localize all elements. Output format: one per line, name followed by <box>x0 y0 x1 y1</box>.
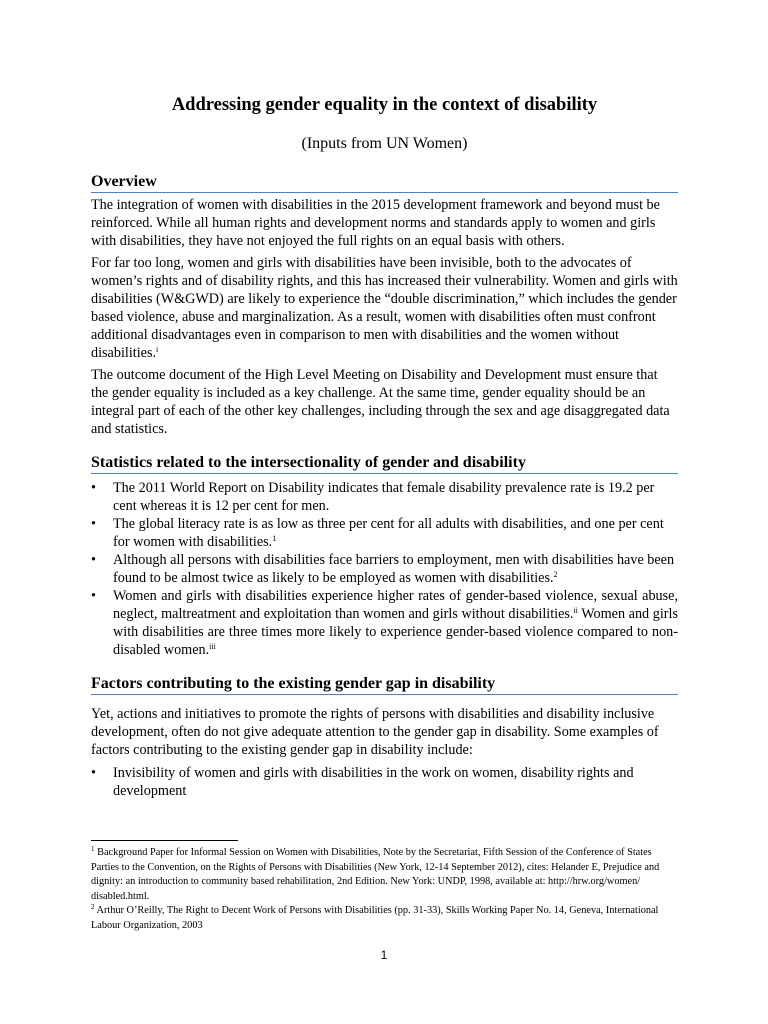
bullet-icon: • <box>91 516 96 532</box>
section-heading-overview: Overview <box>91 172 678 193</box>
footnote-separator <box>91 840 238 841</box>
endnote-marker-i: i <box>156 345 159 354</box>
document-title: Addressing gender equality in the context of disability <box>171 95 598 115</box>
overview-paragraph-2-text: For far too long, women and girls with disabilities have been invisible, both to the advocates of women’s rights and of disability rights, and this has increased their vulnerability. Women and girls with disabilities (W&GWD) are likely to experience the “double discrimination,” which includes the gender based violence, abuse and marginalization. As a result, women with disabilities often must confront additional disadvantages even in comparison to men with disabilities and the women without disabilities. <box>91 255 678 361</box>
footnote-2 <box>91 904 678 933</box>
footnote-mark: 1 <box>91 845 95 853</box>
section-heading-factors: Factors contributing to the existing gender gap in disability <box>91 674 678 695</box>
list-item <box>91 479 678 515</box>
list-item <box>91 764 678 800</box>
list-item <box>91 587 678 659</box>
footnote-1 <box>91 846 678 904</box>
overview-paragraph-2 <box>91 254 678 362</box>
footnote-mark: 2 <box>91 903 95 911</box>
factors-list <box>91 764 678 800</box>
overview-paragraph-3: The outcome document of the High Level Meeting on Disability and Development must ensure that the gender equality is included as a key challenge. At the same time, gender equality should be an integral part of each of the other key challenges, including through the sex and age disaggregated data and statistics. <box>91 367 670 437</box>
section-heading-statistics: Statistics related to the intersectionality of gender and disability <box>91 453 678 474</box>
statistics-list <box>91 479 678 659</box>
footnote-marker-1: 1 <box>272 534 277 543</box>
document-subtitle: (Inputs from UN Women) <box>301 135 468 152</box>
bullet-icon: • <box>91 765 96 781</box>
list-item-text: Although all persons with disabilities face barriers to employment, men with disabilities have been found to be almost twice as likely to be employed as women with disabilities. <box>113 552 675 586</box>
page-number: 1 <box>380 948 388 962</box>
list-item <box>91 551 678 587</box>
list-item-text: The 2011 World Report on Disability indicates that female disability prevalence rate is 19.2 per cent whereas it is 12 per cent for men. <box>113 480 655 514</box>
list-item-text: Women and girls with disabilities are three times more likely to experience gender-based violence compared to non-disabled women. <box>113 606 678 658</box>
endnote-marker-iii: iii <box>209 642 216 651</box>
list-item-text: The global literacy rate is as low as three per cent for all adults with disabilities, and one per cent for women with disabilities. <box>113 516 664 550</box>
bullet-icon: • <box>91 588 96 604</box>
list-item-text: Women and girls with disabilities experience higher rates of gender-based violence, sexual abuse, neglect, maltreatment and exploitation than women and girls without disabilities. <box>113 588 678 622</box>
factors-intro-paragraph: Yet, actions and initiatives to promote the rights of persons with disabilities and disability inclusive development, often do not give adequate attention to the gender gap in disability. Some examples of factors contributing to the existing gender gap in disability include: <box>91 706 659 758</box>
overview-paragraph-1: The integration of women with disabilities in the 2015 development framework and beyond must be reinforced. While all human rights and development norms and standards apply to women and girls with disabilities, they have not enjoyed the full rights on an equal basis with others. <box>91 197 660 249</box>
footnote-text: Arthur O’Reilly, The Right to Decent Work of Persons with Disabilities (pp. 31-33), Skills Working Paper No. 14, Geneva, International Labour Organization, 2003 <box>91 905 659 931</box>
bullet-icon: • <box>91 552 96 568</box>
list-item-text: Invisibility of women and girls with disabilities in the work on women, disability rights and development <box>113 765 634 799</box>
footnote-marker-2: 2 <box>553 570 558 579</box>
list-item <box>91 515 678 551</box>
footnotes <box>91 846 678 933</box>
document-page <box>91 93 678 800</box>
footnote-text: Background Paper for Informal Session on Women with Disabilities, Note by the Secretariat, Fifth Session of the Conference of States Parties to the Convention, on the Rights of Persons with Disabilities (New York, 12-14 September 2012), cites: Helander E, Prejudice and dignity: an introduction to community based rehabilitation, 2nd Edition. New York: UNDP, 1998, available at: http://hrw.org/women/ disabled.html. <box>91 847 660 902</box>
bullet-icon: • <box>91 480 96 496</box>
endnote-marker-ii: ii <box>573 606 578 615</box>
